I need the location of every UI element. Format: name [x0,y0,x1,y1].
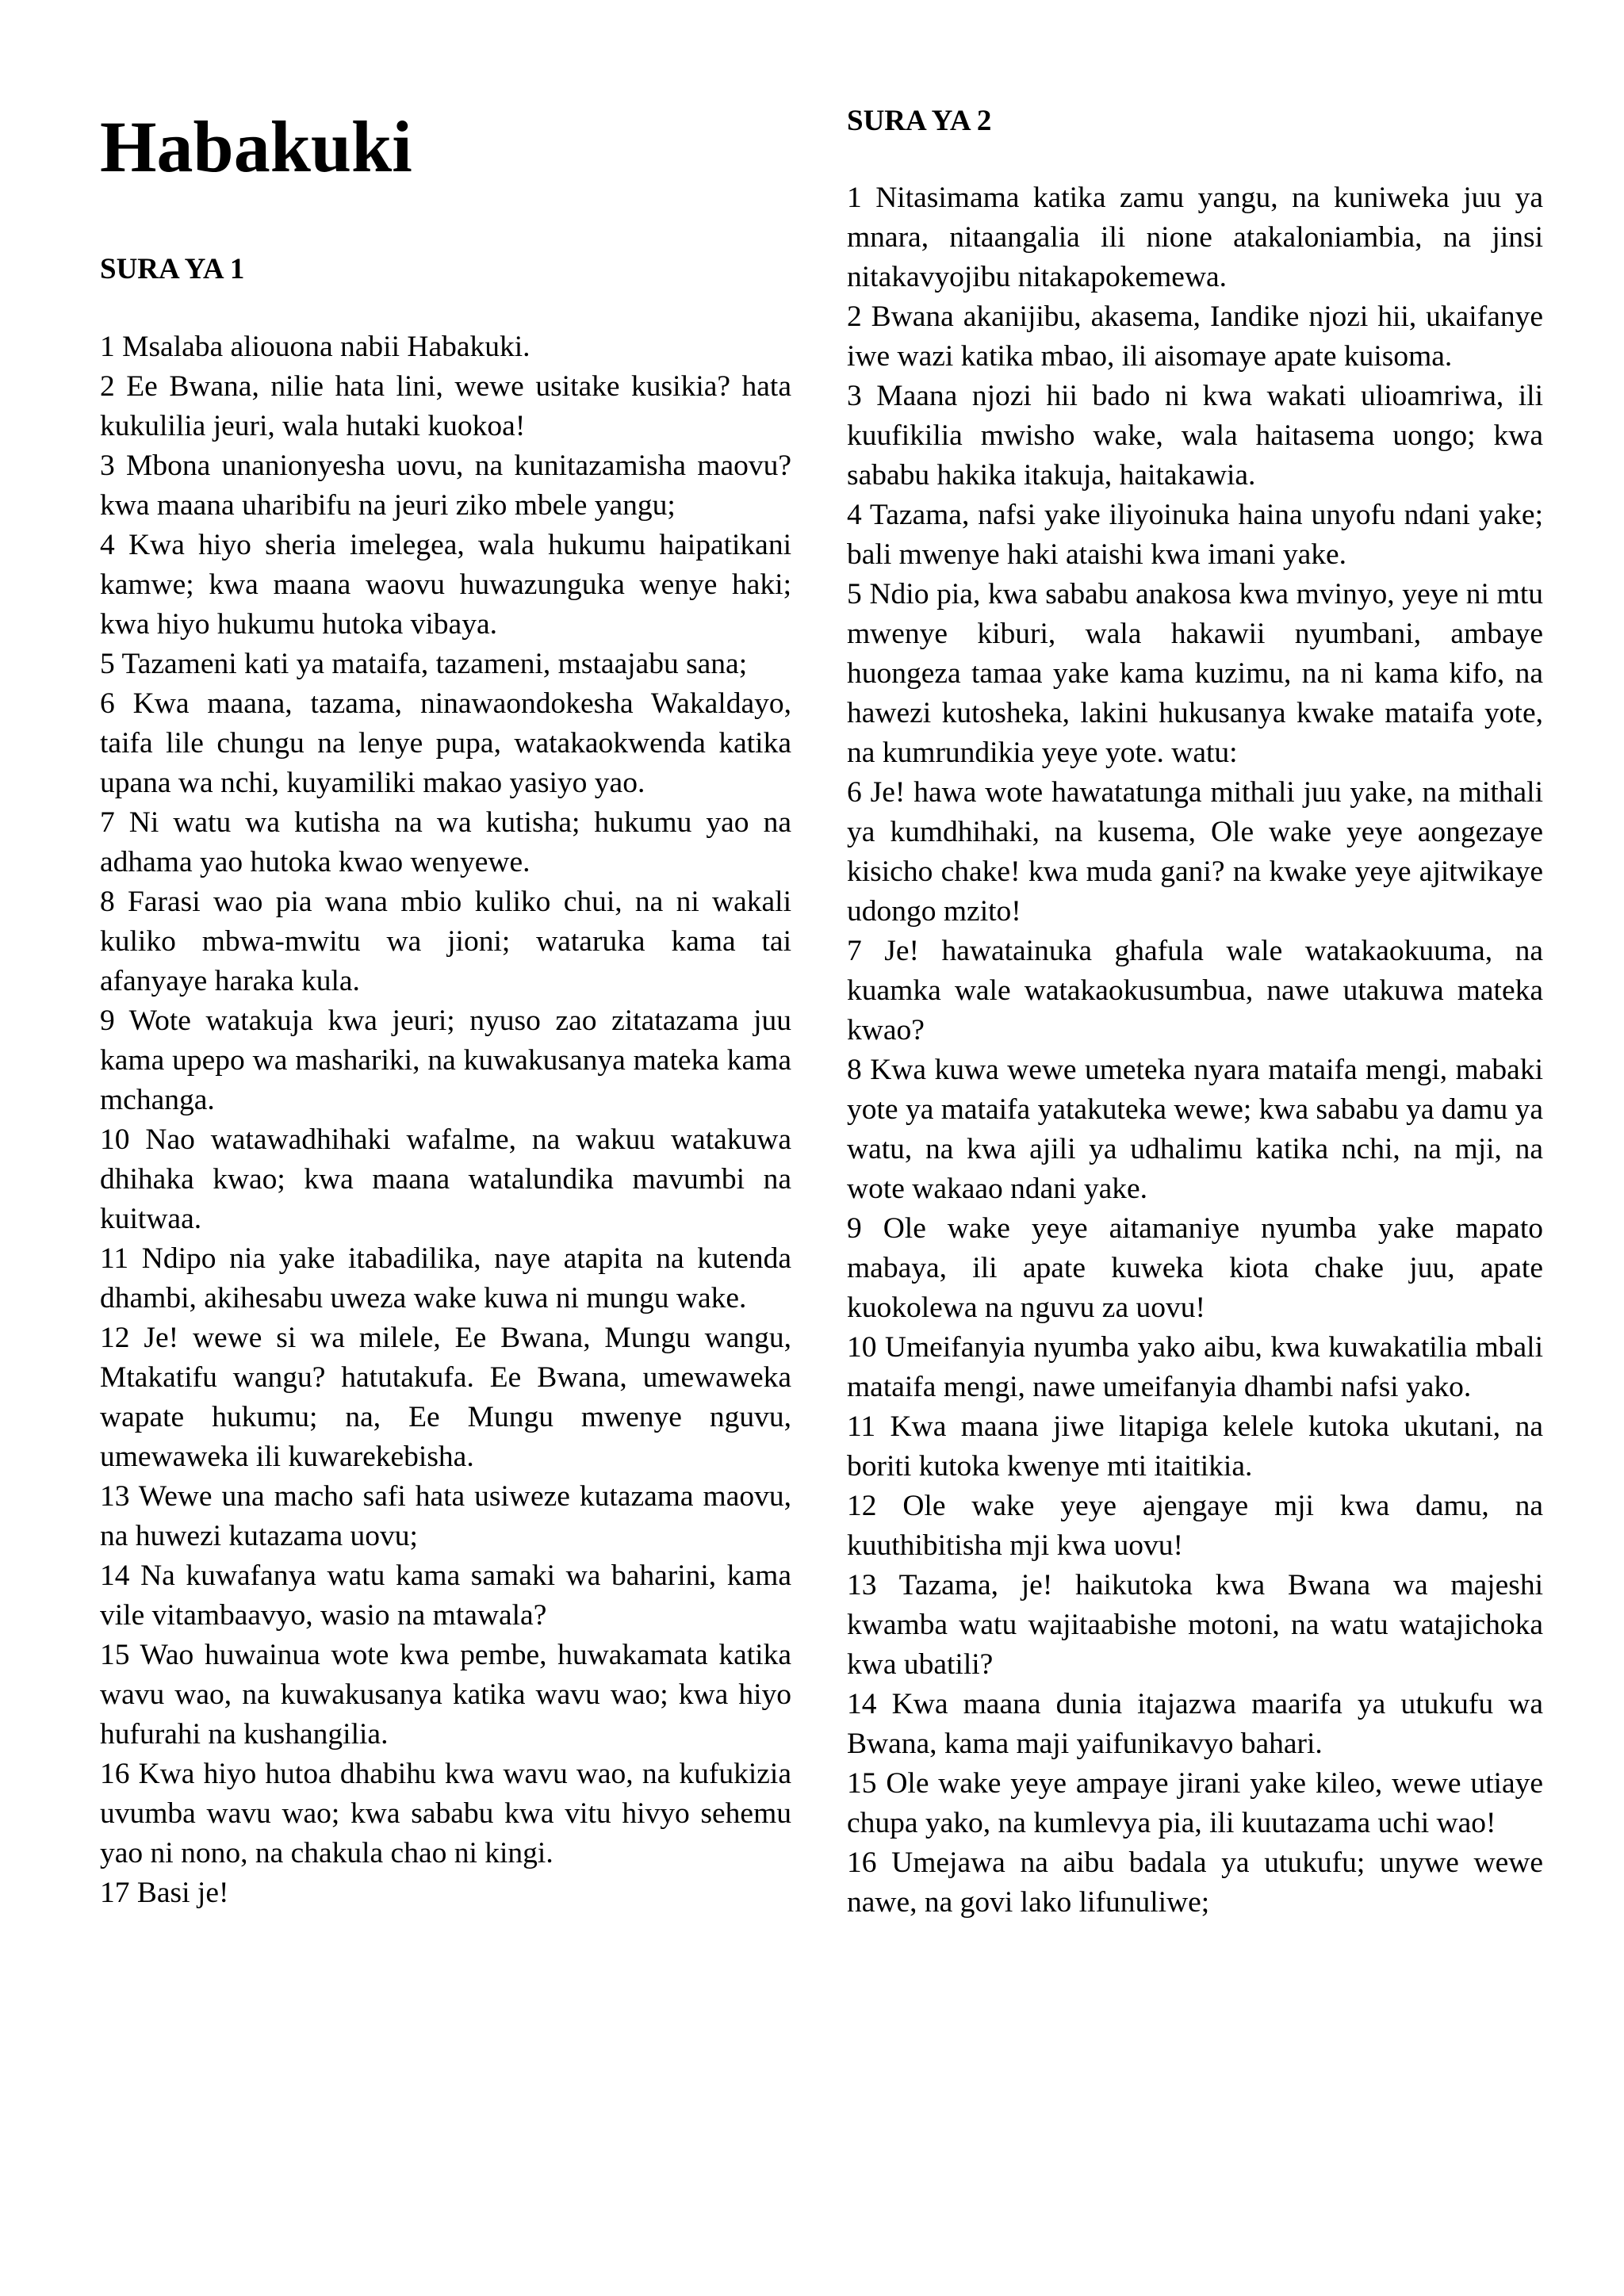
verse: 13 Wewe una macho safi hata usiweze kutazama maovu, na huwezi kutazama uovu; [100,1480,791,1552]
verse: 15 Ole wake yeye ampaye jirani yake kileo, wewe utiaye chupa yako, na kumlevya pia, ili kuutazama uchi wao! [847,1767,1543,1839]
verse: 7 Ni watu wa kutisha na wa kutisha; hukumu yao na adhama yao hutoka kwao wenyewe. [100,806,791,878]
verse: 1 Msalaba aliouona nabii Habakuki. [100,331,530,363]
verse: 1 Nitasimama katika zamu yangu, na kuniweka juu ya mnara, nitaangalia ili nione atakaloniambia, na jinsi nitakavyojibu nitakapokemewa. [847,182,1543,293]
verse: 16 Umejawa na aibu badala ya utukufu; unywe wewe nawe, na govi lako lifunuliwe; [847,1846,1543,1919]
verse: 12 Ole wake yeye ajengaye mji kwa damu, na kuuthibitisha mji kwa uovu! [847,1490,1543,1562]
verse: 14 Na kuwafanya watu kama samaki wa baharini, kama vile vitambaavyo, wasio na mtawala? [100,1559,791,1632]
verse: 3 Maana njozi hii bado ni kwa wakati ulioamriwa, ili kuufikilia mwisho wake, wala haitasema uongo; kwa sababu hakika itakuja, haitakawia. [847,380,1543,492]
chapter-1-verses [100,327,791,1913]
verse: 4 Tazama, nafsi yake iliyoinuka haina unyofu ndani yake; bali mwenye haki ataishi kwa imani yake. [847,499,1543,571]
verse: 8 Farasi wao pia wana mbio kuliko chui, na ni wakali kuliko mbwa-mwitu wa jioni; wataruka kama tai afanyaye haraka kula. [100,886,791,997]
verse: 11 Kwa maana jiwe litapiga kelele kutoka ukutani, na boriti kutoka kwenye mti itaitikia. [847,1410,1543,1483]
verse: 5 Tazameni kati ya mataifa, tazameni, mstaajabu sana; [100,648,748,680]
verse: 6 Je! hawa wote hawatatunga mithali juu yake, na mithali ya kumdhihaki, na kusema, Ole wake yeye aongezaye kisicho chake! kwa muda gani? na kwake yeye ajitwikaye udongo mzito! [847,776,1543,928]
verse: 17 Basi je! [100,1877,229,1909]
verse: 16 Kwa hiyo hutoa dhabihu kwa wavu wao, na kufukizia uvumba wavu wao; kwa sababu kwa vitu hivyo sehemu yao ni nono, na chakula chao ni kingi. [100,1758,791,1869]
chapter-heading-2: SURA YA 2 [847,105,992,137]
verse: 2 Ee Bwana, nilie hata lini, wewe usitake kusikia? hata kukulilia jeuri, wala hutaki kuokoa! [100,370,791,442]
verse: 2 Bwana akanijibu, akasema, Iandike njozi hii, ukaifanye iwe wazi katika mbao, ili aisomaye apate kuisoma. [847,300,1543,373]
verse: 10 Umeifanyia nyumba yako aibu, kwa kuwakatilia mbali mataifa mengi, nawe umeifanyia dhambi nafsi yako. [847,1331,1543,1403]
verse: 9 Ole wake yeye aitamaniye nyumba yake mapato mabaya, ili apate kuweka kiota chake juu, apate kuokolewa na nguvu za uovu! [847,1212,1543,1324]
verse: 3 Mbona unanionyesha uovu, na kunitazamisha maovu? kwa maana uharibifu na jeuri ziko mbele yangu; [100,450,791,522]
verse: 8 Kwa kuwa wewe umeteka nyara mataifa mengi, mabaki yote ya mataifa yatakuteka wewe; kwa sababu ya damu ya watu, na kwa ajili ya udhalimu katika nchi, na mji, na wote wakaao ndani yake. [847,1054,1543,1205]
verse: 10 Nao watawadhihaki wafalme, na wakuu watakuwa dhihaka kwao; kwa maana watalundika mavumbi na kuitwaa. [100,1123,791,1235]
verse: 9 Wote watakuja kwa jeuri; nyuso zao zitatazama juu kama upepo wa mashariki, na kuwakusanya mateka kama mchanga. [100,1004,791,1116]
chapter-heading-1: SURA YA 1 [100,253,245,285]
verse: 15 Wao huwainua wote kwa pembe, huwakamata katika wavu wao, na kuwakusanya katika wavu wao; kwa hiyo hufurahi na kushangilia. [100,1639,791,1751]
verse: 7 Je! hawatainuka ghafula wale watakaokuuma, na kuamka wale watakaokusumbua, nawe utakuwa mateka kwao? [847,935,1543,1047]
verse: 5 Ndio pia, kwa sababu anakosa kwa mvinyo, yeye ni mtu mwenye kiburi, wala hakawii nyumbani, ambaye huongeza tamaa yake kama kuzimu, na ni kama kifo, na hawezi kutosheka, lakini hukusanya kwake mataifa yote, na kumrundikia yeye yote. watu: [847,578,1543,769]
verse: 6 Kwa maana, tazama, ninawaondokesha Wakaldayo, taifa lile chungu na lenye pupa, watakaokwenda katika upana wa nchi, kuyamiliki makao yasiyo yao. [100,687,791,799]
book-title: Habakuki [100,106,412,187]
verse: 13 Tazama, je! haikutoka kwa Bwana wa majeshi kwamba watu wajitaabishe motoni, na watu watajichoka kwa ubatili? [847,1569,1543,1681]
verse: 14 Kwa maana dunia itajazwa maarifa ya utukufu wa Bwana, kama maji yaifunikavyo bahari. [847,1688,1543,1760]
chapter-2-verses [847,178,1543,1923]
verse: 4 Kwa hiyo sheria imelegea, wala hukumu haipatikani kamwe; kwa maana waovu huwazunguka wenye haki; kwa hiyo hukumu hutoka vibaya. [100,529,791,641]
verse: 12 Je! wewe si wa milele, Ee Bwana, Mungu wangu, Mtakatifu wangu? hatutakufa. Ee Bwana, umewaweka wapate hukumu; na, Ee Mungu mwenye nguvu, umewaweka ili kuwarekebisha. [100,1322,791,1473]
verse: 11 Ndipo nia yake itabadilika, naye atapita na kutenda dhambi, akihesabu uweza wake kuwa ni mungu wake. [100,1242,791,1314]
